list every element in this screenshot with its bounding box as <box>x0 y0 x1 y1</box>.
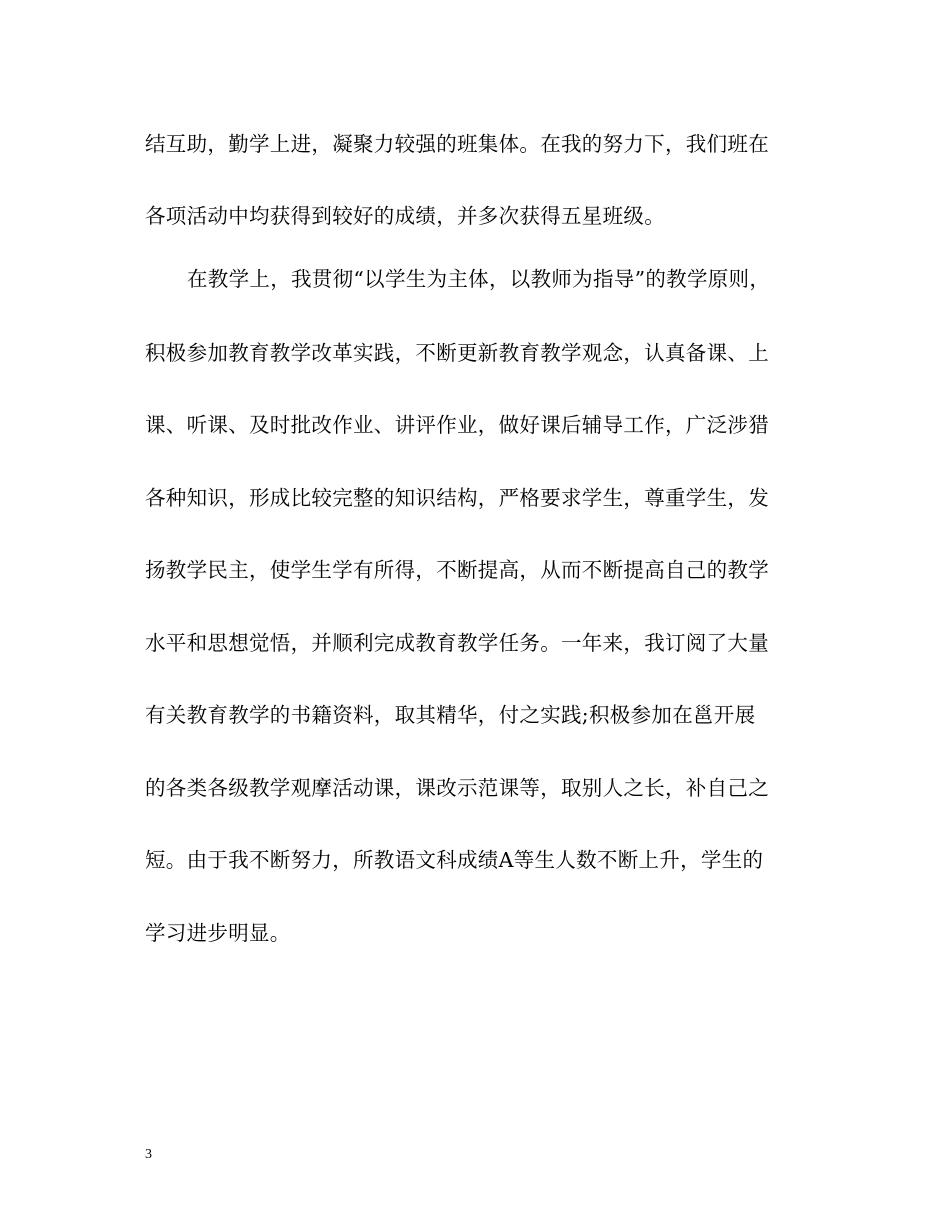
text-line: 学习进步明显。 <box>145 921 291 945</box>
text-line: 扬教学民主，使学生学有所得，不断提高，从而不断提高自己的教学 <box>145 558 769 582</box>
paragraph-start-line: 在教学上，我贯彻“以学生为主体，以教师为指导”的教学原则， <box>187 267 771 291</box>
text-line: 各项活动中均获得到较好的成绩，并多次获得五星班级。 <box>145 204 665 228</box>
text-line: 水平和思想觉悟，并顺利完成教育教学任务。一年来，我订阅了大量 <box>145 631 769 655</box>
text-line: 各种知识，形成比较完整的知识结构，严格要求学生，尊重学生，发 <box>145 486 769 510</box>
page-number: 3 <box>145 1147 152 1162</box>
text-line: 积极参加教育教学改革实践，不断更新教育教学观念，认真备课、上 <box>145 341 769 365</box>
text-line: 结互助，勤学上进，凝聚力较强的班集体。在我的努力下，我们班在 <box>145 132 769 156</box>
text-line: 课、听课、及时批改作业、讲评作业，做好课后辅导工作，广泛涉猎 <box>145 413 769 437</box>
text-line: 的各类各级教学观摩活动课，课改示范课等，取别人之长，补自己之 <box>145 776 769 800</box>
text-line: 有关教育教学的书籍资料，取其精华，付之实践;积极参加在邕开展 <box>145 703 756 727</box>
text-line: 短。由于我不断努力，所教语文科成绩A等生人数不断上升，学生的 <box>145 848 764 872</box>
